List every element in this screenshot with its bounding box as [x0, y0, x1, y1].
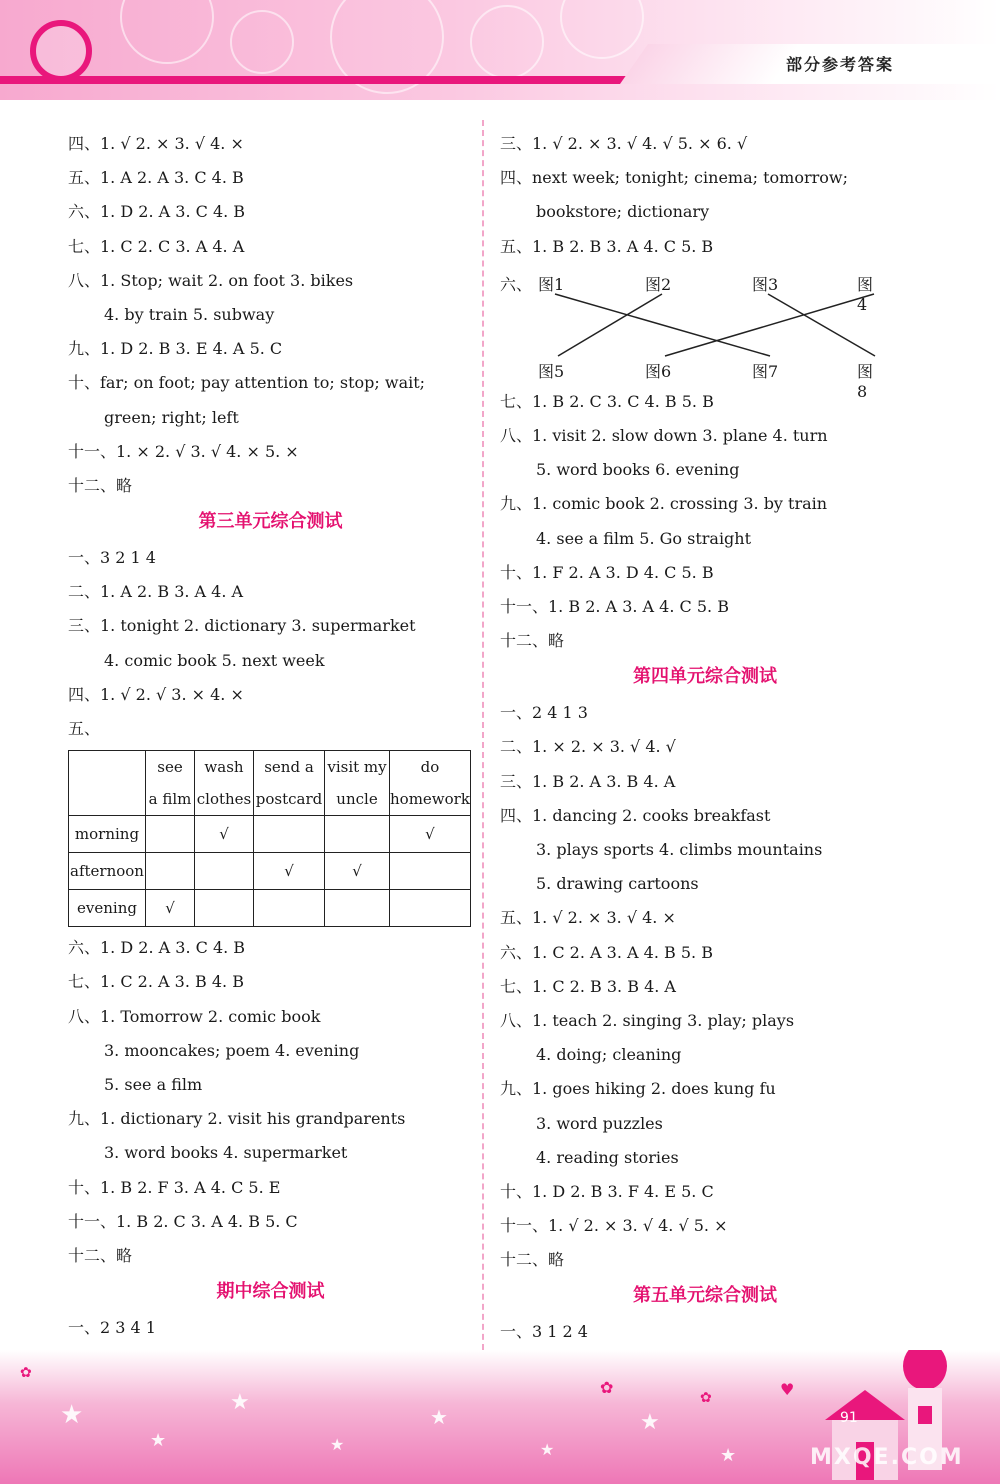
watermark-text: MXQE.COM [810, 1445, 964, 1470]
page-number: 91 [840, 1410, 858, 1426]
table-header: do homework [390, 751, 471, 816]
answer-line: 七、1. C 2. C 3. A 4. A [68, 236, 245, 256]
answer-line: 十二、略 [500, 1250, 565, 1270]
answer-line: 十、far; on foot; pay attention to; stop; wait; [68, 373, 426, 393]
table-header: see a film [146, 751, 195, 816]
answer-line: 一、2 4 1 3 [500, 703, 588, 723]
answer-line: 十二、略 [500, 631, 565, 651]
match-label-top: 图1 [538, 274, 565, 294]
match-label-top: 图3 [752, 274, 779, 294]
answer-line: 五、1. A 2. A 3. C 4. B [68, 168, 244, 188]
table-cell: afternoon [69, 853, 146, 890]
match-line-3-8 [768, 294, 875, 356]
match-line-1-7 [555, 294, 770, 356]
answer-line: 四、next week; tonight; cinema; tomorrow; [500, 168, 848, 188]
table-cell: √ [254, 853, 325, 890]
table-cell [146, 816, 195, 853]
decor-bubble [560, 0, 644, 59]
match-prefix: 六、 [500, 274, 533, 294]
answer-line: 三、1. tonight 2. dictionary 3. supermarket [68, 616, 416, 636]
answer-line: 八、1. Tomorrow 2. comic book [68, 1006, 321, 1026]
answer-line: 十、1. D 2. B 3. F 4. E 5. C [500, 1181, 714, 1201]
table-cell [195, 853, 254, 890]
page-header [0, 0, 1000, 100]
answer-line: 六、1. D 2. A 3. C 4. B [68, 202, 246, 222]
flower-icon: ✿ [600, 1378, 614, 1397]
table-cell: evening [69, 890, 146, 927]
answer-line: 八、1. Stop; wait 2. on foot 3. bikes [68, 270, 354, 290]
answer-line: 十一、1. B 2. A 3. A 4. C 5. B [500, 596, 729, 616]
table-cell: √ [325, 853, 390, 890]
answer-line: 5. drawing cartoons [536, 874, 699, 894]
answer-line: 三、1. B 2. A 3. B 4. A [500, 771, 676, 791]
answer-line: 四、1. dancing 2. cooks breakfast [500, 805, 771, 825]
table-header: visit my uncle [325, 751, 390, 816]
page-footer [0, 1350, 1000, 1484]
column-divider [482, 120, 484, 1360]
answer-line: 4. see a film 5. Go straight [536, 528, 752, 548]
star-icon: ★ [430, 1405, 448, 1429]
answer-line: 一、3 2 1 4 [68, 548, 156, 568]
activity-table [68, 750, 471, 927]
table-cell: √ [390, 816, 471, 853]
section-title-unit5: 第五单元综合测试 [633, 1285, 777, 1307]
answer-line: 七、1. C 2. A 3. B 4. B [68, 972, 244, 992]
flower-icon: ✿ [20, 1365, 32, 1381]
decor-bubble [120, 0, 214, 64]
section-title-midterm: 期中综合测试 [216, 1281, 325, 1303]
match-line-2-5 [558, 294, 662, 356]
header-ring-decoration [30, 20, 92, 82]
table-cell [195, 890, 254, 927]
table-row [69, 816, 471, 853]
star-icon: ★ [540, 1440, 555, 1459]
answer-line: 一、2 3 4 1 [68, 1318, 156, 1338]
table-cell [325, 816, 390, 853]
answer-line: 4. by train 5. subway [104, 304, 275, 324]
answer-line: bookstore; dictionary [536, 202, 710, 222]
answer-line: 3. mooncakes; poem 4. evening [104, 1040, 360, 1060]
match-label-top: 图4 [857, 274, 874, 314]
answer-line: 六、1. C 2. A 3. A 4. B 5. B [500, 942, 713, 962]
answer-line: 九、1. D 2. B 3. E 4. A 5. C [68, 339, 283, 359]
flower-icon: ✿ [700, 1390, 712, 1406]
answer-line: 七、1. B 2. C 3. C 4. B 5. B [500, 391, 714, 411]
table-cell: morning [69, 816, 146, 853]
table-header: send a postcard [254, 751, 325, 816]
section-title-unit4: 第四单元综合测试 [633, 666, 777, 688]
answer-line: 九、1. goes hiking 2. does kung fu [500, 1079, 776, 1099]
answer-line: 3. word books 4. supermarket [104, 1143, 348, 1163]
table-header: wash clothes [195, 751, 254, 816]
match-line-4-6 [665, 294, 874, 356]
answer-line: 3. plays sports 4. climbs mountains [536, 840, 823, 859]
answer-line: 七、1. C 2. B 3. B 4. A [500, 976, 676, 996]
table-cell [254, 890, 325, 927]
answer-line: 十一、1. √ 2. × 3. √ 4. √ 5. × [500, 1216, 728, 1236]
star-icon: ★ [60, 1400, 84, 1430]
table-row [69, 890, 471, 927]
table-cell: √ [146, 890, 195, 927]
decor-bubble [230, 10, 294, 74]
answer-line: 五、 [68, 719, 101, 738]
star-icon: ★ [330, 1435, 345, 1454]
answer-line: 一、3 1 2 4 [500, 1322, 588, 1342]
match-label-bottom: 图7 [752, 361, 779, 381]
table-cell [146, 853, 195, 890]
star-icon: ★ [230, 1390, 250, 1415]
table-cell [390, 853, 471, 890]
answer-line: green; right; left [104, 407, 239, 427]
match-label-bottom: 图5 [538, 361, 565, 381]
match-label-bottom: 图8 [857, 361, 874, 401]
answer-line: 五、1. √ 2. × 3. √ 4. × [500, 908, 676, 928]
match-label-top: 图2 [645, 274, 672, 294]
answer-line: 十一、1. × 2. √ 3. √ 4. × 5. × [68, 441, 299, 461]
heart-icon: ♥ [780, 1380, 795, 1399]
table-cell: √ [195, 816, 254, 853]
answer-line: 八、1. teach 2. singing 3. play; plays [500, 1010, 795, 1030]
answer-line: 十二、略 [68, 475, 133, 495]
answer-line: 十二、略 [68, 1245, 133, 1265]
answer-line: 5. see a film [104, 1074, 203, 1094]
answer-line: 4. comic book 5. next week [104, 650, 325, 670]
left-column [68, 127, 473, 1379]
answer-line: 五、1. B 2. B 3. A 4. C 5. B [500, 236, 714, 256]
answer-line: 四、1. √ 2. × 3. √ 4. × [68, 134, 244, 153]
answer-line: 九、1. dictionary 2. visit his grandparents [68, 1109, 406, 1129]
star-icon: ★ [150, 1430, 167, 1451]
answer-line: 三、1. √ 2. × 3. √ 4. √ 5. × 6. √ [500, 134, 748, 153]
table-cell [254, 816, 325, 853]
answer-line: 四、1. √ 2. √ 3. × 4. × [68, 684, 244, 704]
answer-line: 八、1. visit 2. slow down 3. plane 4. turn [500, 425, 828, 445]
section-title-unit3: 第三单元综合测试 [198, 511, 343, 533]
match-label-bottom: 图6 [645, 361, 672, 381]
answer-line: 十一、1. B 2. C 3. A 4. B 5. C [68, 1211, 298, 1231]
answer-line: 5. word books 6. evening [536, 460, 740, 480]
answer-line: 九、1. comic book 2. crossing 3. by train [500, 494, 828, 514]
table-row [69, 853, 471, 890]
decor-bubble [470, 5, 544, 79]
page-title: 部分参考答案 [786, 55, 895, 74]
answer-line: 二、1. × 2. × 3. √ 4. √ [500, 737, 676, 757]
table-cell [390, 890, 471, 927]
answer-line: 十、1. F 2. A 3. D 4. C 5. B [500, 562, 714, 582]
header-bar [0, 76, 690, 84]
table-corner [69, 751, 146, 816]
answer-line: 六、1. D 2. A 3. C 4. B [68, 938, 246, 958]
match-lines [500, 264, 910, 385]
table-cell [325, 890, 390, 927]
right-column [500, 127, 910, 1384]
answer-line: 4. doing; cleaning [536, 1045, 682, 1065]
answer-line: 十、1. B 2. F 3. A 4. C 5. E [68, 1177, 281, 1197]
answer-line: 4. reading stories [536, 1147, 679, 1167]
star-icon: ★ [720, 1445, 737, 1466]
answer-line: 3. word puzzles [536, 1113, 663, 1133]
star-icon: ★ [640, 1410, 660, 1435]
answer-line: 二、1. A 2. B 3. A 4. A [68, 582, 244, 602]
